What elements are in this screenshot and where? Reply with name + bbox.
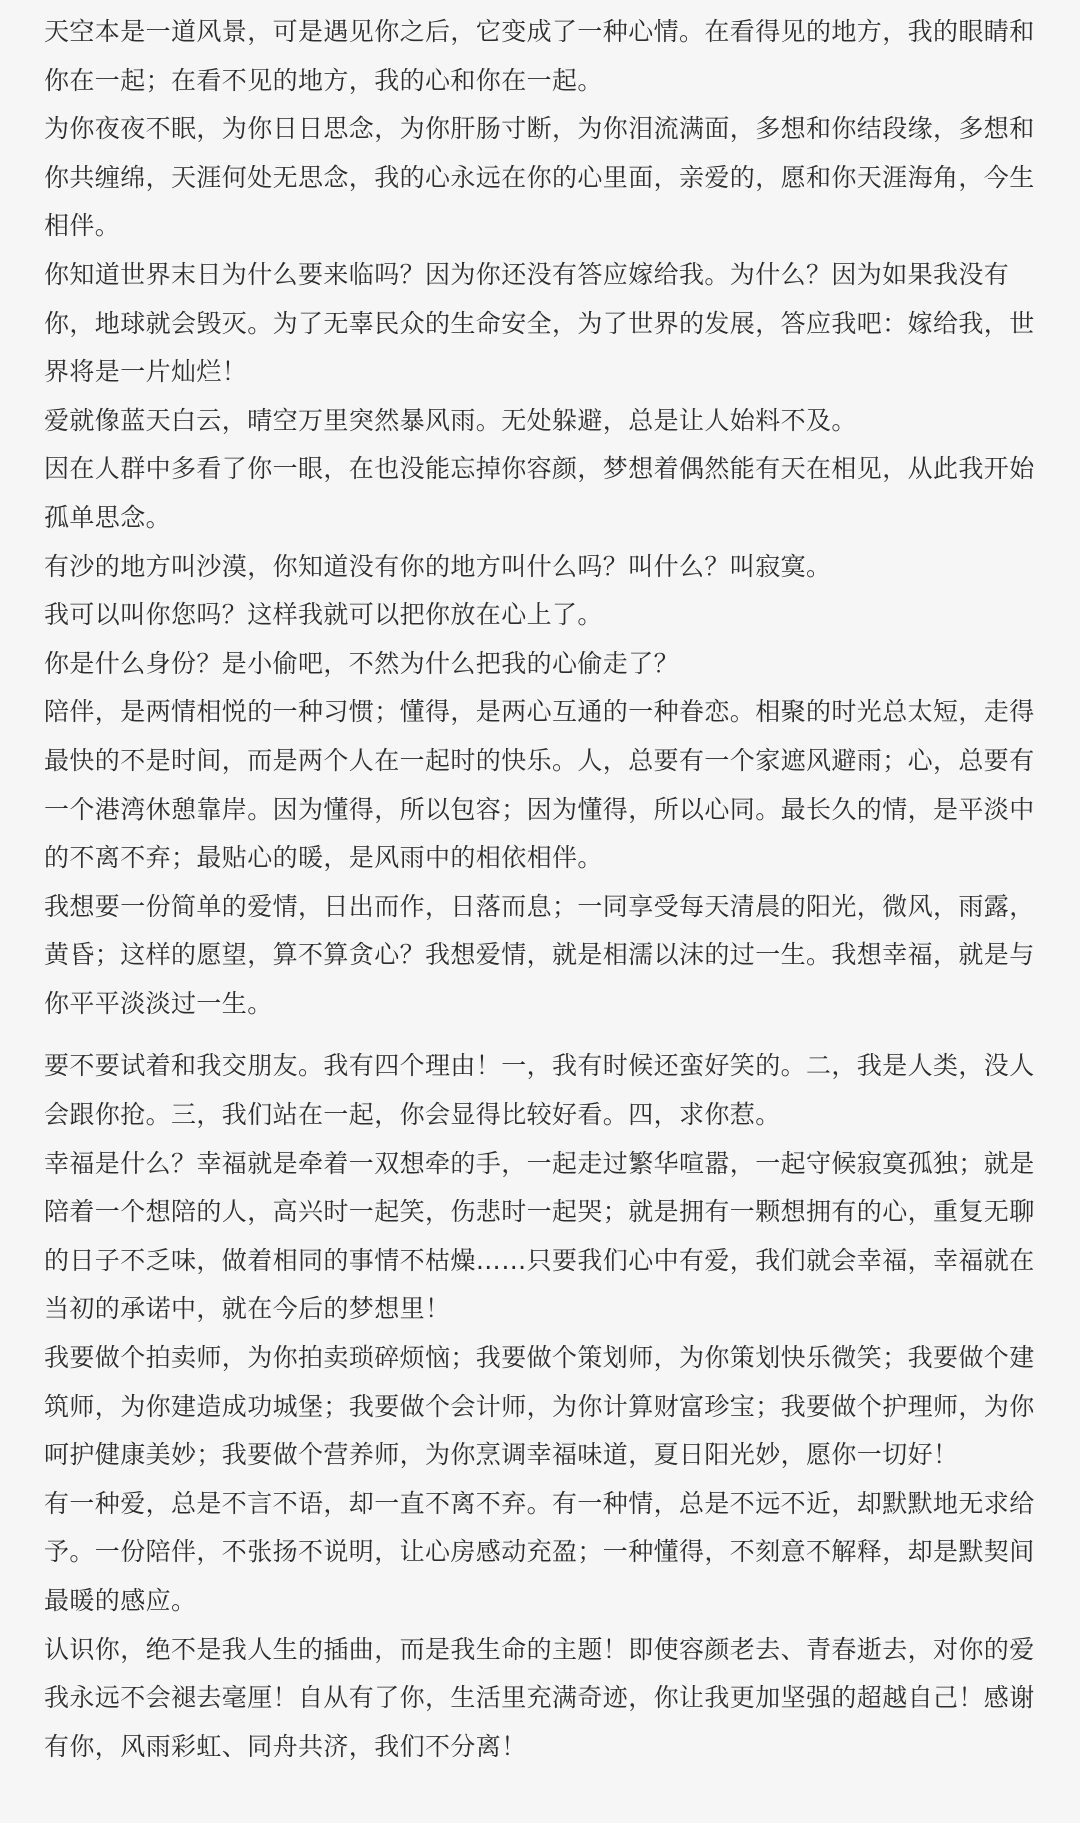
paragraph-4: 爱就像蓝天白云，晴空万里突然暴风雨。无处躲避，总是让人始料不及。 — [44, 405, 857, 435]
paragraph-2: 为你夜夜不眠，为你日日思念，为你肝肠寸断，为你泪流满面，多想和你结段缘，多想和你共缠绵，天涯何处无思念，我的心永远在你的心里面，亲爱的，愿和你天涯海角，今生相伴。 — [44, 114, 1035, 241]
paragraph-3: 你知道世界末日为什么要来临吗？因为你还没有答应嫁给我。为什么？因为如果我没有你，地球就会毁灭。为了无辜民众的生命安全，为了世界的发展，答应我吧：嫁给我，世界将是一片灿烂！ — [44, 259, 1035, 387]
paragraph-5: 因在人群中多看了你一眼，在也没能忘掉你容颜，梦想着偶然能有天在相见，从此我开始孤单思念。 — [44, 454, 1035, 532]
paragraph-14: 有一种爱，总是不言不语，却一直不离不弃。有一种情，总是不远不近，却默默地无求给予。一份陪伴，不张扬不说明，让心房感动充盈；一种懂得，不刻意不解释，却是默契间最暖的感应。 — [44, 1488, 1035, 1615]
paragraph-8: 你是什么身份？是小偷吧，不然为什么把我的心偷走了？ — [44, 648, 680, 678]
paragraph-12: 幸福是什么？幸福就是牵着一双想牵的手，一起走过繁华喧嚣，一起守候寂寞孤独；就是陪着一个想陪的人，高兴时一起笑，伤悲时一起哭；就是拥有一颗想拥有的心，重复无聊的日子不乏味，做着相同的事情不枯燥……只要我们心中有爱，我们就会幸福，幸福就在当初的承诺中，就在今后的梦想里！ — [44, 1148, 1035, 1324]
paragraph-15: 认识你，绝不是我人生的插曲，而是我生命的主题！即使容颜老去、青春逝去，对你的爱我永远不会褪去毫厘！自从有了你，生活里充满奇迹，你让我更加坚强的超越自己！感谢有你，风雨彩虹、同舟共济，我们不分离！ — [44, 1634, 1035, 1761]
paragraph-11: 要不要试着和我交朋友。我有四个理由！一，我有时候还蛮好笑的。二，我是人类，没人会跟你抢。三，我们站在一起，你会显得比较好看。四，求你惹。 — [44, 1051, 1035, 1130]
paragraph-1: 天空本是一道风景，可是遇见你之后，它变成了一种心情。在看得见的地方，我的眼睛和你在一起；在看不见的地方，我的心和你在一起。 — [44, 17, 1035, 95]
paragraph-7: 我可以叫你您吗？这样我就可以把你放在心上了。 — [44, 600, 603, 630]
paragraph-6: 有沙的地方叫沙漠，你知道没有你的地方叫什么吗？叫什么？叫寂寞。 — [44, 551, 832, 581]
paragraph-9: 陪伴，是两情相悦的一种习惯；懂得，是两心互通的一种眷恋。相聚的时光总太短，走得最快的不是时间，而是两个人在一起时的快乐。人，总要有一个家遮风避雨；心，总要有一个港湾休憩靠岸。因为懂得，所以包容；因为懂得，所以心同。最长久的情，是平淡中的不离不弃；最贴心的暖，是风雨中的相依相伴。 — [44, 697, 1035, 873]
paragraph-13: 我要做个拍卖师，为你拍卖琐碎烦恼；我要做个策划师，为你策划快乐微笑；我要做个建筑师，为你建造成功城堡；我要做个会计师，为你计算财富珍宝；我要做个护理师，为你呵护健康美妙；我要做个营养师，为你烹调幸福味道，夏日阳光妙，愿你一切好！ — [44, 1343, 1035, 1470]
paragraph-10: 我想要一份简单的爱情，日出而作，日落而息；一同享受每天清晨的阳光，微风，雨露，黄昏；这样的愿望，算不算贪心？我想爱情，就是相濡以沫的过一生。我想幸福，就是与你平平淡淡过一生。 — [44, 891, 1035, 1018]
